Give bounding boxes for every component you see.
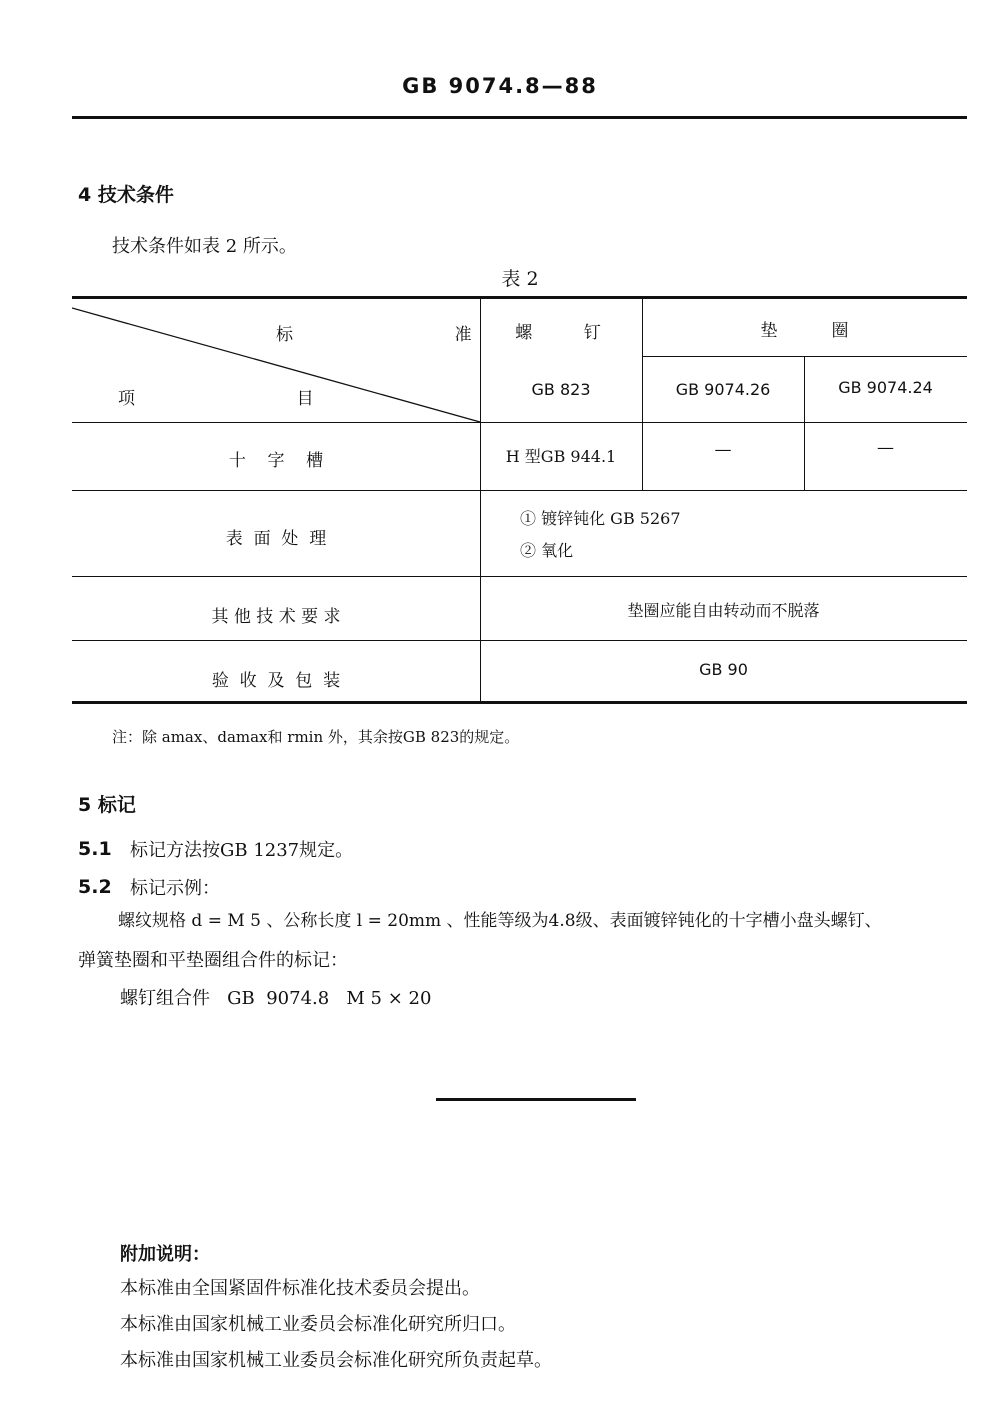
table-caption: 表 2: [501, 268, 539, 290]
row-cross-recess-washer-2: —: [877, 438, 894, 458]
header-screw: 螺 钉: [515, 323, 607, 343]
appendix-line-1: 本标准由全国紧固件标准化技术委员会提出。: [120, 1278, 480, 1299]
table-note: 注：除 amax、damax和 rmin 外，其余按GB 823的规定。: [112, 728, 520, 746]
section-5-1-number: 5.1: [78, 838, 112, 860]
table-row-line: [72, 490, 967, 491]
section-5-1-text: 标记方法按GB 1237规定。: [130, 840, 354, 861]
row-surface-treatment-option-2: ② 氧化: [520, 541, 574, 560]
table-row-line: [72, 640, 967, 641]
section-4-heading: 4 技术条件: [78, 184, 174, 206]
row-other-requirements-item: 其 他 技 术 要 求: [211, 607, 341, 627]
header-washer-standard-1: GB 9074.26: [675, 380, 771, 399]
row-cross-recess-screw: H 型GB 944.1: [505, 447, 617, 466]
row-cross-recess-item: 十 字 槽: [228, 451, 324, 471]
section-5-2-text: 标记示例：: [130, 878, 220, 899]
end-rule: [436, 1098, 636, 1101]
row-other-requirements-value: 垫圈应能自由转动而不脱落: [627, 601, 820, 620]
appendix-line-3: 本标准由国家机械工业委员会标准化研究所负责起草。: [120, 1350, 552, 1371]
row-surface-treatment-item: 表 面 处 理: [225, 529, 327, 549]
marking-example-line-1: 螺纹规格 d = M 5 、公称长度 l = 20mm 、性能等级为4.8级、表面镀锌钝化的十字槽小盘头螺钉、: [118, 911, 882, 931]
marking-example-designation: 螺钉组合件 GB 9074.8 M 5 × 20: [120, 988, 432, 1009]
row-cross-recess-washer-1: —: [714, 440, 732, 460]
table-col-line: [804, 356, 805, 490]
appendix-line-2: 本标准由国家机械工业委员会标准化研究所归口。: [120, 1314, 516, 1335]
header-washer-standard-2: GB 9074.24: [838, 378, 933, 397]
section-5-2-number: 5.2: [78, 876, 112, 898]
row-surface-treatment-option-1: ① 镀锌钝化 GB 5267: [520, 509, 681, 528]
section-5-heading: 5 标记: [78, 794, 136, 816]
row-acceptance-value: GB 90: [699, 660, 748, 679]
header-washer: 垫 圈: [760, 321, 849, 341]
table-row-line: [72, 576, 967, 577]
document-code: GB 9074.8—88: [402, 74, 598, 98]
appendix-title: 附加说明：: [120, 1244, 210, 1265]
header-item-label: 项 目: [118, 389, 342, 409]
header-standard-label: 标 准: [276, 325, 500, 345]
header-rule: [72, 116, 967, 119]
row-acceptance-item: 验 收 及 包 装: [211, 671, 341, 691]
table-bottom-border: [72, 701, 967, 704]
header-screw-standard: GB 823: [531, 380, 591, 399]
marking-example-line-2: 弹簧垫圈和平垫圈组合件的标记：: [78, 950, 348, 971]
section-4-intro: 技术条件如表 2 所示。: [112, 236, 297, 257]
